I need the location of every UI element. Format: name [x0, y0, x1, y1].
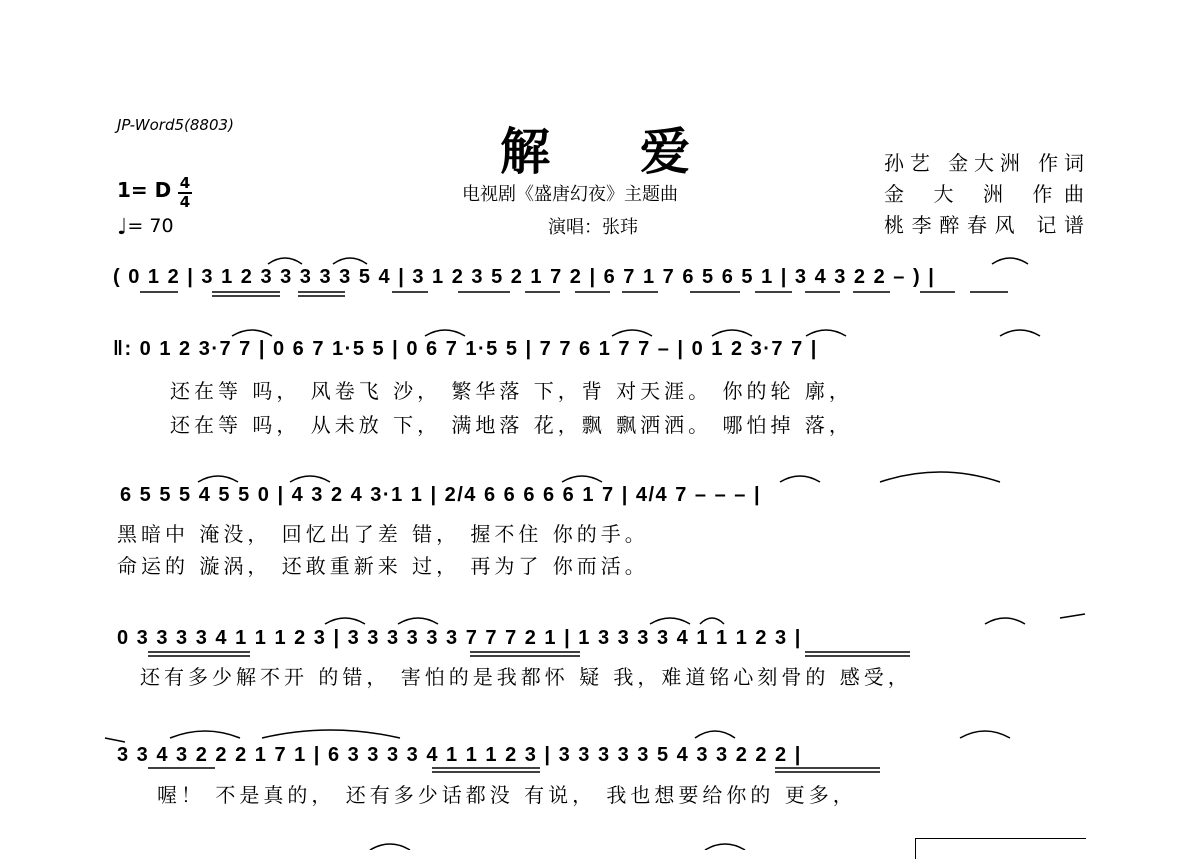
slur: [992, 258, 1028, 264]
transcriber-credit: 桃李醉春风 记谱: [884, 213, 1084, 237]
slur: [325, 618, 365, 624]
score-row-5-lyric-1: 喔！ 不是真的， 还有多少话都没 有说， 我也想要给你的 更多，: [157, 783, 857, 807]
slur: [1060, 614, 1085, 618]
slur: [880, 472, 1000, 482]
slur: [333, 258, 367, 264]
lyricist-credit: 孙艺 金大洲 作词: [884, 151, 1084, 175]
slur: [960, 731, 1010, 738]
song-subtitle: 电视剧《盛唐幻夜》主题曲: [462, 184, 678, 205]
slur: [780, 476, 820, 482]
composer-credit: 金 大 洲 作曲: [884, 182, 1084, 206]
slur: [562, 476, 602, 482]
next-section-box: [915, 838, 1086, 859]
source-label: JP-Word5(8803): [117, 116, 234, 134]
slur: [985, 618, 1025, 624]
time-signature: 4 4: [179, 174, 191, 211]
slur: [398, 618, 438, 624]
slur: [712, 330, 752, 336]
singer-label: 演唱：张玮: [548, 217, 638, 238]
song-title: 解爱: [500, 122, 780, 181]
score-row-3-lyric-1: 黑暗中 淹没， 回忆出了差 错， 握不住 你的手。: [117, 522, 649, 546]
score-row-2-lyric-2: 还在等 吗， 从未放 下， 满地落 花，飘 飘洒洒。 哪怕掉 落，: [170, 413, 853, 437]
score-row-4-notes: 0 3 3 3 3 4 1 1 1 2 3 | 3 3 3 3 3 3 7 7 7 2 1 | 1 3 3 3 3 4 1 1 1 2 3 |: [117, 627, 802, 649]
score-row-4-lyric-1: 还有多少解不开 的错， 害怕的是我都怀 疑 我，难道铭心刻骨的 感受，: [140, 665, 912, 689]
score-row-2-notes: ‖: 0 1 2 3·7 7 | 0 6 7 1·5 5 | 0 6 7 1·5 5 | 7 7 6 1 7 7 – | 0 1 2 3·7 7 |: [113, 338, 818, 360]
slur: [612, 330, 652, 336]
score-row-3-lyric-2: 命运的 漩涡， 还敢重新来 过， 再为了 你而活。: [117, 554, 649, 578]
slur: [268, 258, 302, 264]
score-row-2-lyric-1: 还在等 吗， 风卷飞 沙， 繁华落 下，背 对天涯。 你的轮 廓，: [170, 379, 853, 403]
slur: [290, 476, 330, 482]
slur: [700, 618, 724, 624]
slur: [198, 476, 238, 482]
key-signature: 1= D: [117, 178, 172, 202]
slur: [1000, 330, 1040, 336]
slur: [232, 330, 272, 336]
tempo-marking: ♩= 70: [117, 215, 174, 240]
score-row-5-notes: 3 3 4 3 2 2 2 1 7 1 | 6 3 3 3 3 4 1 1 1 2 3 | 3 3 3 3 3 5 4 3 3 2 2 2 |: [117, 744, 802, 766]
slur: [262, 730, 400, 738]
slur: [425, 330, 465, 336]
quarter-note-icon: ♩: [117, 215, 128, 240]
score-row-3-notes: 6 5 5 5 4 5 5 0 | 4 3 2 4 3·1 1 | 2/4 6 6 6 6 6 1 7 | 4/4 7 – – – |: [120, 484, 762, 506]
slur: [806, 330, 846, 336]
slur: [105, 738, 125, 742]
slur: [650, 618, 690, 624]
score-row-1-notes: ( 0 1 2 | 3 1 2 3 3 3 3 3 5 4 | 3 1 2 3 5 2 1 7 2 | 6 7 1 7 6 5 6 5 1 | 3 4 3 2 2 – ) |: [113, 266, 936, 288]
slur: [170, 731, 240, 738]
slur: [695, 731, 735, 738]
